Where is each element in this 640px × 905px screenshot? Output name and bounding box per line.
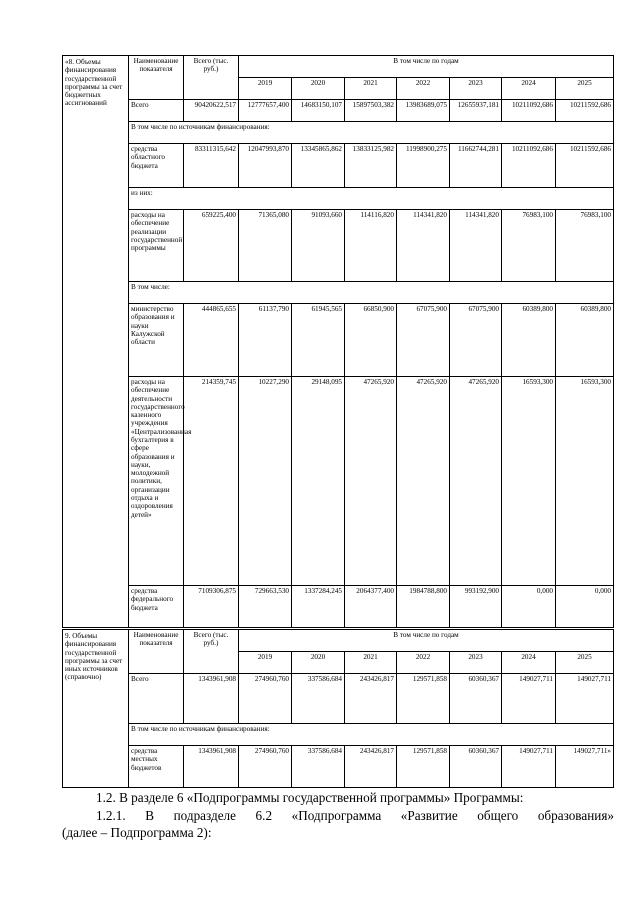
row-year-value: 76983,100 xyxy=(502,210,556,282)
row-total: 7109306,875 xyxy=(184,586,239,628)
row-subheading: В том числе по источникам финансирования: xyxy=(129,724,614,746)
row-year-value: 29148,095 xyxy=(292,377,345,586)
year-header: 2022 xyxy=(397,78,450,100)
table-row xyxy=(63,210,614,282)
span-row xyxy=(63,122,614,144)
row-total: 214359,745 xyxy=(184,377,239,586)
row-year-value: 61945,565 xyxy=(292,304,345,377)
year-header: 2022 xyxy=(397,652,450,674)
year-header: 2023 xyxy=(450,78,502,100)
row-year-value: 11662744,281 xyxy=(450,144,502,188)
row-year-value: 11998900,275 xyxy=(397,144,450,188)
year-header: 2025 xyxy=(556,652,614,674)
paragraph-1-2-1 xyxy=(62,807,614,841)
row-year-value: 12777657,400 xyxy=(239,100,292,122)
row-year-value: 149027,711 xyxy=(502,674,556,724)
row-year-value: 14683150,107 xyxy=(292,100,345,122)
row-year-value: 729663,530 xyxy=(239,586,292,628)
paragraph-1-2-1-second-line: (далее – Подпрограмма 2): xyxy=(62,825,212,841)
row-year-value: 60389,800 xyxy=(556,304,614,377)
year-header: 2021 xyxy=(345,652,397,674)
row-year-value: 91093,660 xyxy=(292,210,345,282)
column-header-name: Наименование показателя xyxy=(129,56,184,100)
column-header-total: Всего (тыс. руб.) xyxy=(184,56,239,100)
row-year-value: 47265,920 xyxy=(345,377,397,586)
row-year-value: 2064377,400 xyxy=(345,586,397,628)
table-row xyxy=(63,304,614,377)
span-row xyxy=(63,724,614,746)
row-year-value: 114341,820 xyxy=(397,210,450,282)
row-year-value: 0,000 xyxy=(556,586,614,628)
column-header-total: Всего (тыс. руб.) xyxy=(184,630,239,674)
row-year-value: 47265,920 xyxy=(397,377,450,586)
row-year-value: 12047993,870 xyxy=(239,144,292,188)
table-row xyxy=(63,586,614,628)
row-year-value: 274960,760 xyxy=(239,674,292,724)
row-year-value: 149027,711 xyxy=(556,674,614,724)
row-subheading: В том числе: xyxy=(129,282,614,304)
row-year-value: 16593,300 xyxy=(556,377,614,586)
column-header-years-caption: В том числе по годам xyxy=(239,56,614,78)
financing-table-budget xyxy=(62,55,614,628)
paragraph-1-2: 1.2. В разделе 6 «Подпрограммы государственной программы» Программы: xyxy=(96,790,524,805)
year-header: 2020 xyxy=(292,78,345,100)
paragraph-1-2-1-first-line: 1.2.1. В подразделе 6.2 «Подпрограмма «Развитие общего образования» xyxy=(96,808,614,823)
row-year-value: 76983,100 xyxy=(556,210,614,282)
section-label: «8. Объемы финансирования государственной программы за счет бюджетных ассигнований xyxy=(63,56,129,628)
row-label: Всего xyxy=(129,674,184,724)
row-label: расходы на обеспечение реализации государственной программы xyxy=(129,210,184,282)
row-label: средства областного бюджета xyxy=(129,144,184,188)
row-year-value: 61137,790 xyxy=(239,304,292,377)
row-year-value: 13983689,075 xyxy=(397,100,450,122)
row-year-value: 15897503,382 xyxy=(345,100,397,122)
column-header-years-caption: В том числе по годам xyxy=(239,630,614,652)
financing-table-other-sources xyxy=(62,629,614,788)
row-year-value: 10227,290 xyxy=(239,377,292,586)
row-year-value: 149027,711» xyxy=(556,746,614,788)
year-header: 2024 xyxy=(502,78,556,100)
row-year-value: 13345865,862 xyxy=(292,144,345,188)
row-year-value: 47265,920 xyxy=(450,377,502,586)
year-header: 2020 xyxy=(292,652,345,674)
year-header: 2023 xyxy=(450,652,502,674)
header-row xyxy=(63,630,614,652)
year-header: 2024 xyxy=(502,652,556,674)
row-label: средства федерального бюджета xyxy=(129,586,184,628)
row-year-value: 1337284,245 xyxy=(292,586,345,628)
column-header-name: Наименование показателя xyxy=(129,630,184,674)
row-total: 90420622,517 xyxy=(184,100,239,122)
row-year-value: 243426,817 xyxy=(345,674,397,724)
table-row xyxy=(63,674,614,724)
row-year-value: 243426,817 xyxy=(345,746,397,788)
row-year-value: 114341,820 xyxy=(450,210,502,282)
row-year-value: 67075,900 xyxy=(450,304,502,377)
section-label: 9. Объемы финансирования государственной программы за счет иных источников (справочно) xyxy=(63,630,129,788)
row-year-value: 1984788,800 xyxy=(397,586,450,628)
row-label: Всего xyxy=(129,100,184,122)
row-year-value: 129571,858 xyxy=(397,746,450,788)
row-year-value: 10211592,686 xyxy=(556,144,614,188)
row-year-value: 337586,684 xyxy=(292,746,345,788)
row-year-value: 129571,858 xyxy=(397,674,450,724)
row-label: средства местных бюджетов xyxy=(129,746,184,788)
span-row xyxy=(63,282,614,304)
row-year-value: 71365,080 xyxy=(239,210,292,282)
table-row xyxy=(63,144,614,188)
row-total: 444865,655 xyxy=(184,304,239,377)
row-total: 83311315,642 xyxy=(184,144,239,188)
row-year-value: 993192,900 xyxy=(450,586,502,628)
row-year-value: 114116,820 xyxy=(345,210,397,282)
row-total: 1343961,908 xyxy=(184,674,239,724)
span-row xyxy=(63,188,614,210)
row-year-value: 10211592,686 xyxy=(556,100,614,122)
row-year-value: 10211092,686 xyxy=(502,144,556,188)
year-header: 2025 xyxy=(556,78,614,100)
year-header: 2021 xyxy=(345,78,397,100)
row-year-value: 60360,367 xyxy=(450,746,502,788)
row-total: 659225,400 xyxy=(184,210,239,282)
row-total: 1343961,908 xyxy=(184,746,239,788)
table-row xyxy=(63,746,614,788)
row-year-value: 12655937,181 xyxy=(450,100,502,122)
row-label: министерство образования и науки Калужской области xyxy=(129,304,184,377)
table-row xyxy=(63,377,614,586)
row-subheading: из них: xyxy=(129,188,614,210)
row-year-value: 66850,900 xyxy=(345,304,397,377)
row-year-value: 13833125,982 xyxy=(345,144,397,188)
row-year-value: 10211092,686 xyxy=(502,100,556,122)
row-year-value: 67075,900 xyxy=(397,304,450,377)
row-subheading: В том числе по источникам финансирования: xyxy=(129,122,614,144)
row-year-value: 0,000 xyxy=(502,586,556,628)
row-year-value: 149027,711 xyxy=(502,746,556,788)
row-year-value: 60389,800 xyxy=(502,304,556,377)
row-label: расходы на обеспечение деятельности государственного казенного учреждения «Централизованная бухгалтерия в сфере образования и науки, молодежной политики, организации отдыха и оздоровления детей» xyxy=(129,377,184,586)
year-header: 2019 xyxy=(239,652,292,674)
row-year-value: 337586,684 xyxy=(292,674,345,724)
year-header: 2019 xyxy=(239,78,292,100)
row-year-value: 274960,760 xyxy=(239,746,292,788)
header-row xyxy=(63,56,614,78)
table-row xyxy=(63,100,614,122)
row-year-value: 60360,367 xyxy=(450,674,502,724)
row-year-value: 16593,300 xyxy=(502,377,556,586)
